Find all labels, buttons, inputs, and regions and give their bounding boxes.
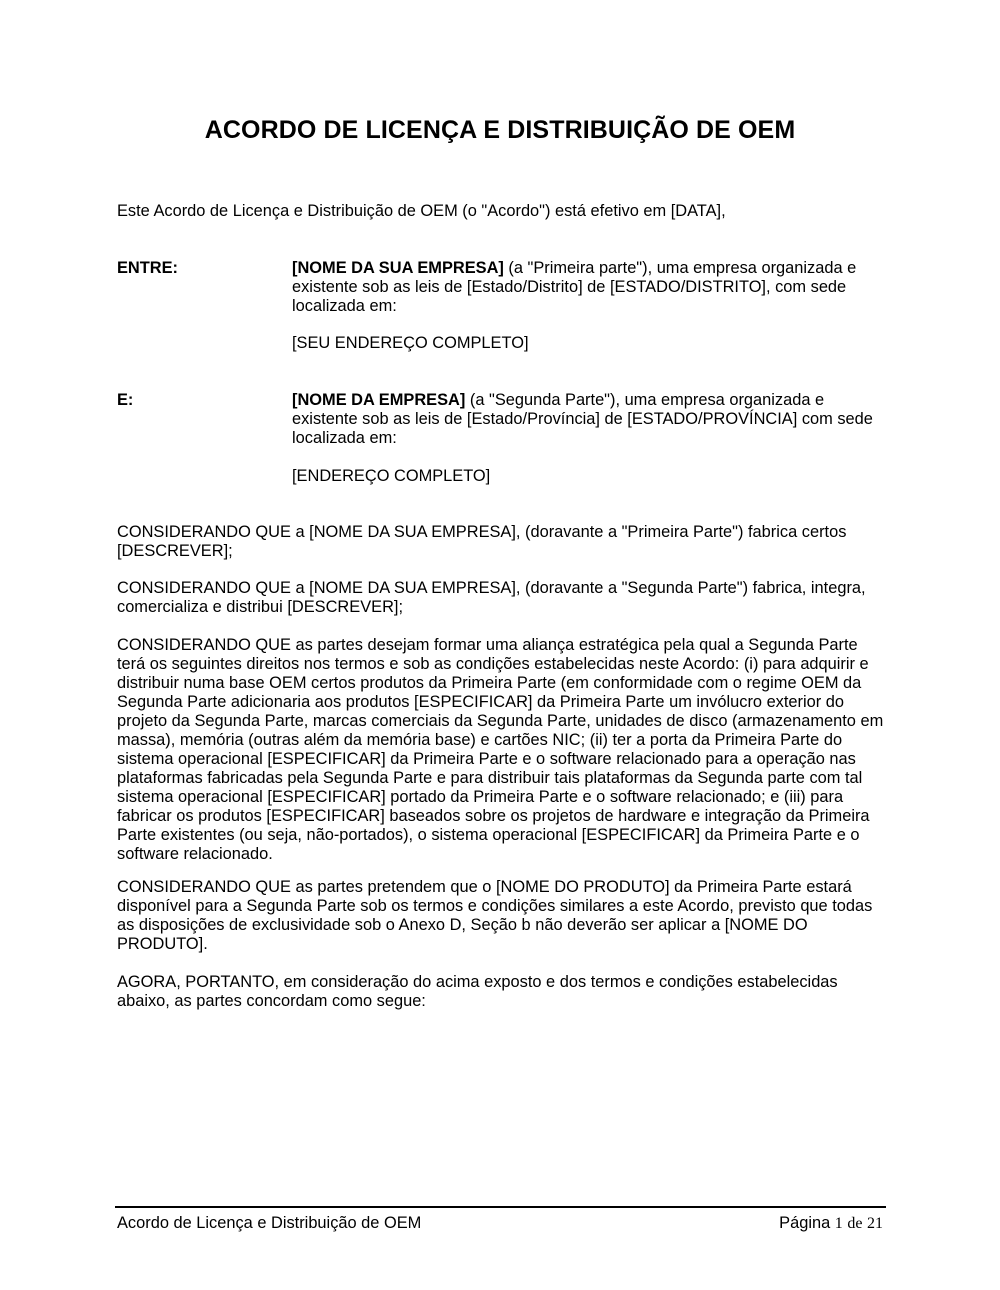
first-party-address: [SEU ENDEREÇO COMPLETO] bbox=[292, 334, 529, 352]
second-party-description bbox=[292, 391, 882, 448]
recital-paragraph: CONSIDERANDO QUE as partes desejam formar uma aliança estratégica pela qual a Segunda Parte terá os seguintes direitos nos termos e sob as condições estabelecidas neste Acordo: (i) para adquirir e distribuir numa base OEM certos produtos da Primeira Parte (em conformidade com o regime OEM da Segunda Parte adicionaria aos produtos [ESPECIFICAR] da Primeira Parte um invólucro exterior do projeto da Segunda Parte, marcas comerciais da Segunda Parte, unidades de disco (armazenamento em massa), memória (outras além da memória base) e cartões NIC; (ii) ter a porta da Primeira Parte do sistema operacional [ESPECIFICAR] da Primeira Parte e o software relacionado para a operação nas plataformas fabricadas pela Segunda Parte e para distribuir tais plataformas da Segunda parte com tal sistema operacional [ESPECIFICAR] portado da Primeira Parte e o software relacionado; e (iii) para fabricar os produtos [ESPECIFICAR] baseados sobre os projetos de hardware e integração da Primeira Parte existentes (ou seja, não-portados), o sistema operacional [ESPECIFICAR] da Primeira Parte e o software relacionado. bbox=[117, 636, 884, 863]
recital-paragraph: CONSIDERANDO QUE as partes pretendem que o [NOME DO PRODUTO] da Primeira Parte estará disponível para a Segunda Parte sob os termos e condições similares a este Acordo, previsto que todas as disposições de exclusividade sob o Anexo D, Seção b não deverão ser aplicar a [NOME DO PRODUTO]. bbox=[117, 878, 873, 953]
page-of: de bbox=[847, 1215, 863, 1232]
footer-page-number bbox=[779, 1214, 883, 1233]
recital-paragraph: CONSIDERANDO QUE a [NOME DA SUA EMPRESA], (doravante a "Segunda Parte") fabrica, integra, comercializa e distribui [DESCREVER]; bbox=[117, 579, 866, 616]
page-current: 1 bbox=[834, 1215, 843, 1232]
page-total: 21 bbox=[867, 1215, 883, 1232]
second-party-name: [NOME DA EMPRESA] bbox=[292, 391, 466, 409]
recital-paragraph: CONSIDERANDO QUE a [NOME DA SUA EMPRESA], (doravante a "Primeira Parte") fabrica certos [DESCREVER]; bbox=[117, 523, 847, 560]
second-party-label: E: bbox=[117, 391, 134, 409]
first-party-label: ENTRE: bbox=[117, 259, 179, 277]
document-title: ACORDO DE LICENÇA E DISTRIBUIÇÃO DE OEM bbox=[204, 116, 796, 144]
second-party-details: (a "Segunda Parte"), uma empresa organizada e existente sob as leis de [Estado/Província] de [ESTADO/PROVÍNCIA] com sede localizada em: bbox=[292, 391, 873, 447]
second-party-address: [ENDEREÇO COMPLETO] bbox=[292, 467, 491, 485]
footer-divider bbox=[115, 1206, 886, 1208]
recital-paragraph: AGORA, PORTANTO, em consideração do acima exposto e dos termos e condições estabelecidas abaixo, as partes concordam como segue: bbox=[117, 973, 838, 1010]
footer-document-name: Acordo de Licença e Distribuição de OEM bbox=[117, 1214, 422, 1232]
page-label: Página bbox=[779, 1214, 831, 1232]
first-party-details: (a "Primeira parte"), uma empresa organizada e existente sob as leis de [Estado/Distrito] de [ESTADO/DISTRITO], com sede localizada em: bbox=[292, 259, 857, 315]
first-party-name: [NOME DA SUA EMPRESA] bbox=[292, 259, 504, 277]
first-party-description bbox=[292, 259, 882, 316]
intro-paragraph: Este Acordo de Licença e Distribuição de OEM (o "Acordo") está efetivo em [DATA], bbox=[117, 202, 726, 220]
